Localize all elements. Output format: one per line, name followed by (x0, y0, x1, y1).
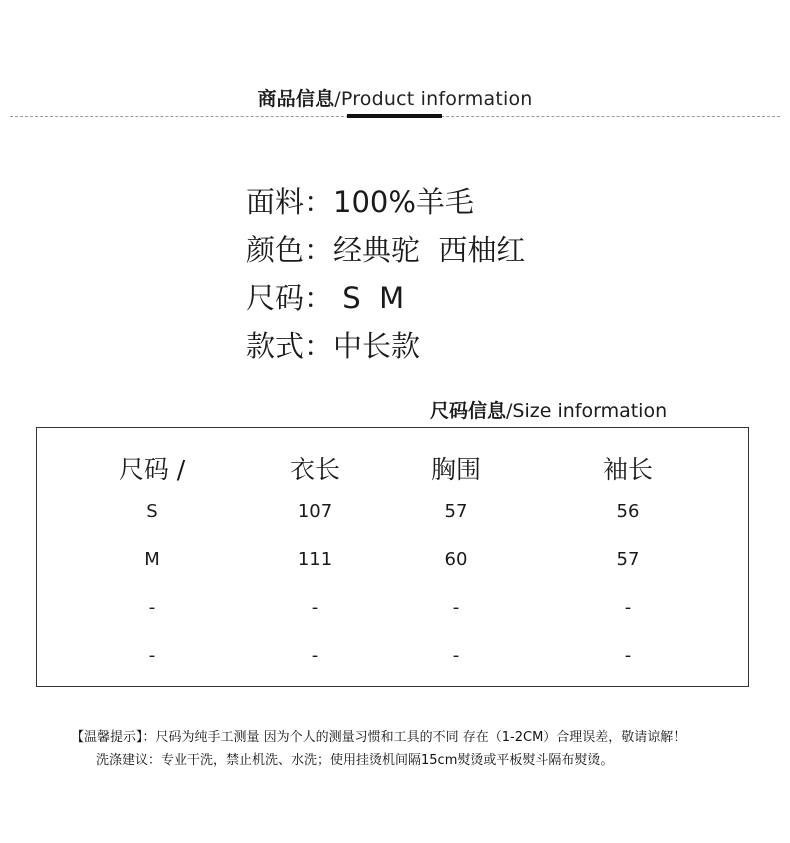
table-cell: M (144, 549, 160, 570)
table-cell: 107 (297, 501, 333, 522)
table-cell: - (624, 597, 632, 618)
col-header-size: 尺码 / (118, 455, 186, 484)
product-info-header (0, 84, 790, 111)
spec-style: 款式：中长款 (246, 329, 421, 363)
table-cell: - (624, 645, 632, 666)
table-cell: - (311, 597, 319, 618)
table-cell: S (146, 501, 158, 522)
washing-advice: 洗涤建议：专业干洗，禁止机洗、水洗；使用挂烫机间隔15cm熨烫或平板熨斗隔布熨烫。 (96, 753, 614, 768)
product-info-title-en: /Product information (334, 88, 533, 110)
size-info-title-cn: 尺码信息 (430, 400, 507, 422)
measurement-notice: 【温馨提示】：尺码为纯手工测量 因为个人的测量习惯和工具的不同 存在（1-2CM）合理误差，敬请谅解！ (71, 730, 687, 745)
size-info-header (430, 396, 667, 423)
table-cell: 57 (444, 501, 468, 522)
size-info-title-en: /Size information (506, 400, 668, 422)
table-cell: 56 (616, 501, 640, 522)
header-underline (347, 114, 442, 118)
table-cell: 57 (616, 549, 640, 570)
col-header-sleeve: 袖长 (602, 455, 653, 484)
col-header-length: 衣长 (289, 455, 340, 484)
notes (0, 726, 790, 772)
col-header-chest: 胸围 (430, 455, 481, 484)
table-cell: 111 (297, 549, 333, 570)
table-cell: - (148, 645, 156, 666)
spec-size: 尺码： S M (246, 281, 405, 315)
spec-fabric: 面料：100%羊毛 (246, 185, 474, 219)
table-cell: 60 (444, 549, 468, 570)
table-cell: - (452, 597, 460, 618)
spec-list (246, 180, 525, 372)
table-cell: - (148, 597, 156, 618)
product-info-title-cn: 商品信息 (257, 88, 335, 110)
size-table (36, 427, 749, 687)
spec-color: 颜色：经典驼 西柚红 (246, 233, 526, 267)
table-cell: - (311, 645, 319, 666)
table-cell: - (452, 645, 460, 666)
